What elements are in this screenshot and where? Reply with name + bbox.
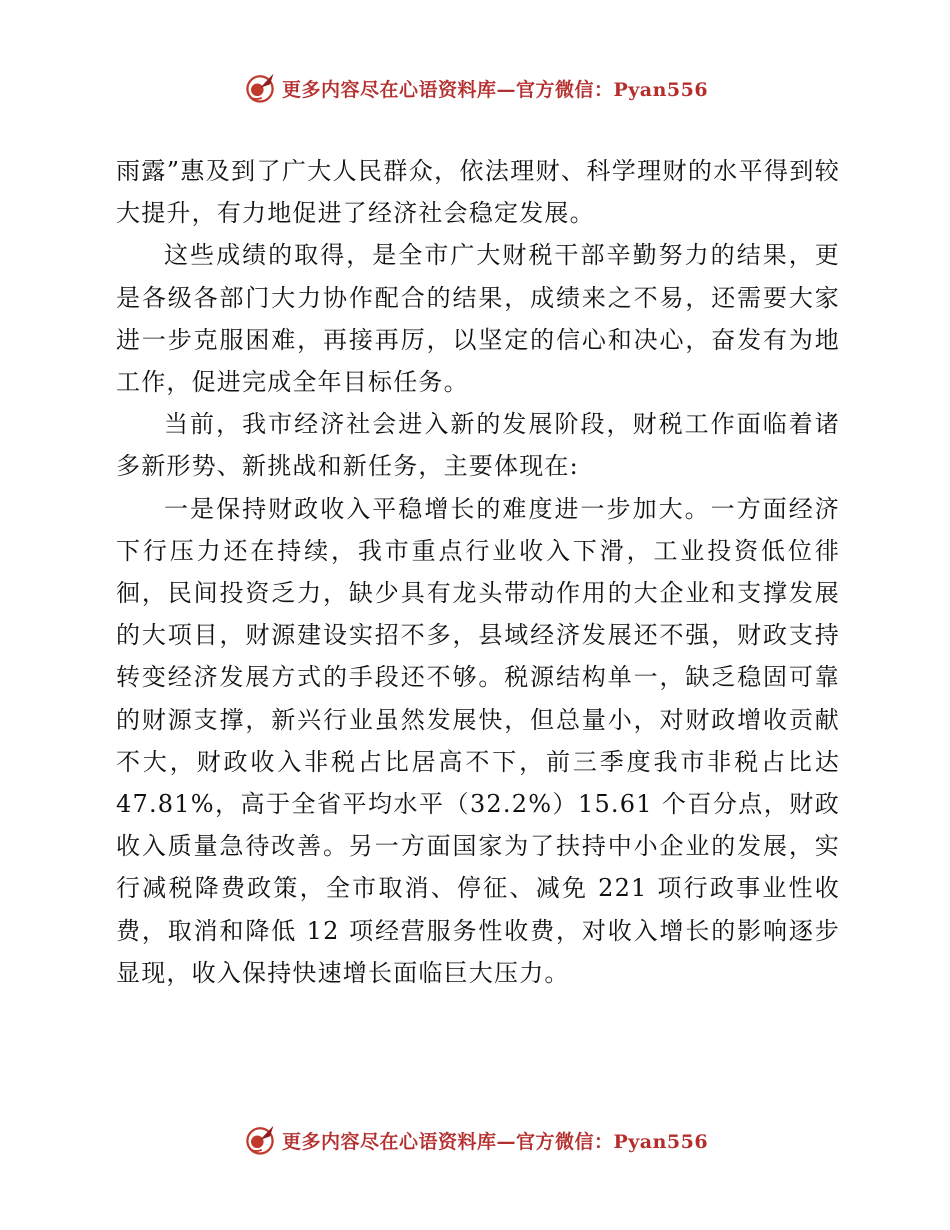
document-body	[116, 150, 840, 994]
footer-banner	[0, 1120, 950, 1160]
paragraph: 一是保持财政收入平稳增长的难度进一步加大。一方面经济下行压力还在持续，我市重点行业收入下滑，工业投资低位徘徊，民间投资乏力，缺少具有龙头带动作用的大企业和支撑发展的大项目，财源建设实招不多，县域经济发展还不强，财政支持转变经济发展方式的手段还不够。税源结构单一，缺乏稳固可靠的财源支撑，新兴行业虽然发展快，但总量小，对财政增收贡献不大，财政收入非税占比居高不下，前三季度我市非税占比达 47.81%，高于全省平均水平（32.2%）15.61 个百分点，财政收入质量急待改善。另一方面国家为了扶持中小企业的发展，实行减税降费政策，全市取消、停征、减免 221 项行政事业性收费，取消和降低 12 项经营服务性收费，对收入增长的影响逐步显现，收入保持快速增长面临巨大压力。	[116, 494, 840, 987]
logo-icon	[242, 70, 278, 106]
paragraph: 雨露”惠及到了广大人民群众，依法理财、科学理财的水平得到较大提升，有力地促进了经济社会稳定发展。	[116, 157, 840, 228]
header-banner-text: 更多内容尽在心语资料库—官方微信：Pyan556	[281, 78, 709, 101]
paragraph: 这些成绩的取得，是全市广大财税干部辛勤努力的结果，更是各级各部门大力协作配合的结果，成绩来之不易，还需要大家进一步克服困难，再接再厉，以坚定的信心和决心，奋发有为地工作，促进完成全年目标任务。	[116, 241, 840, 397]
logo-icon	[242, 1122, 278, 1158]
header-banner	[0, 68, 950, 108]
footer-banner-text: 更多内容尽在心语资料库—官方微信：Pyan556	[281, 1130, 709, 1153]
paragraph: 当前，我市经济社会进入新的发展阶段，财税工作面临着诸多新形势、新挑战和新任务，主要体现在:	[116, 410, 840, 481]
